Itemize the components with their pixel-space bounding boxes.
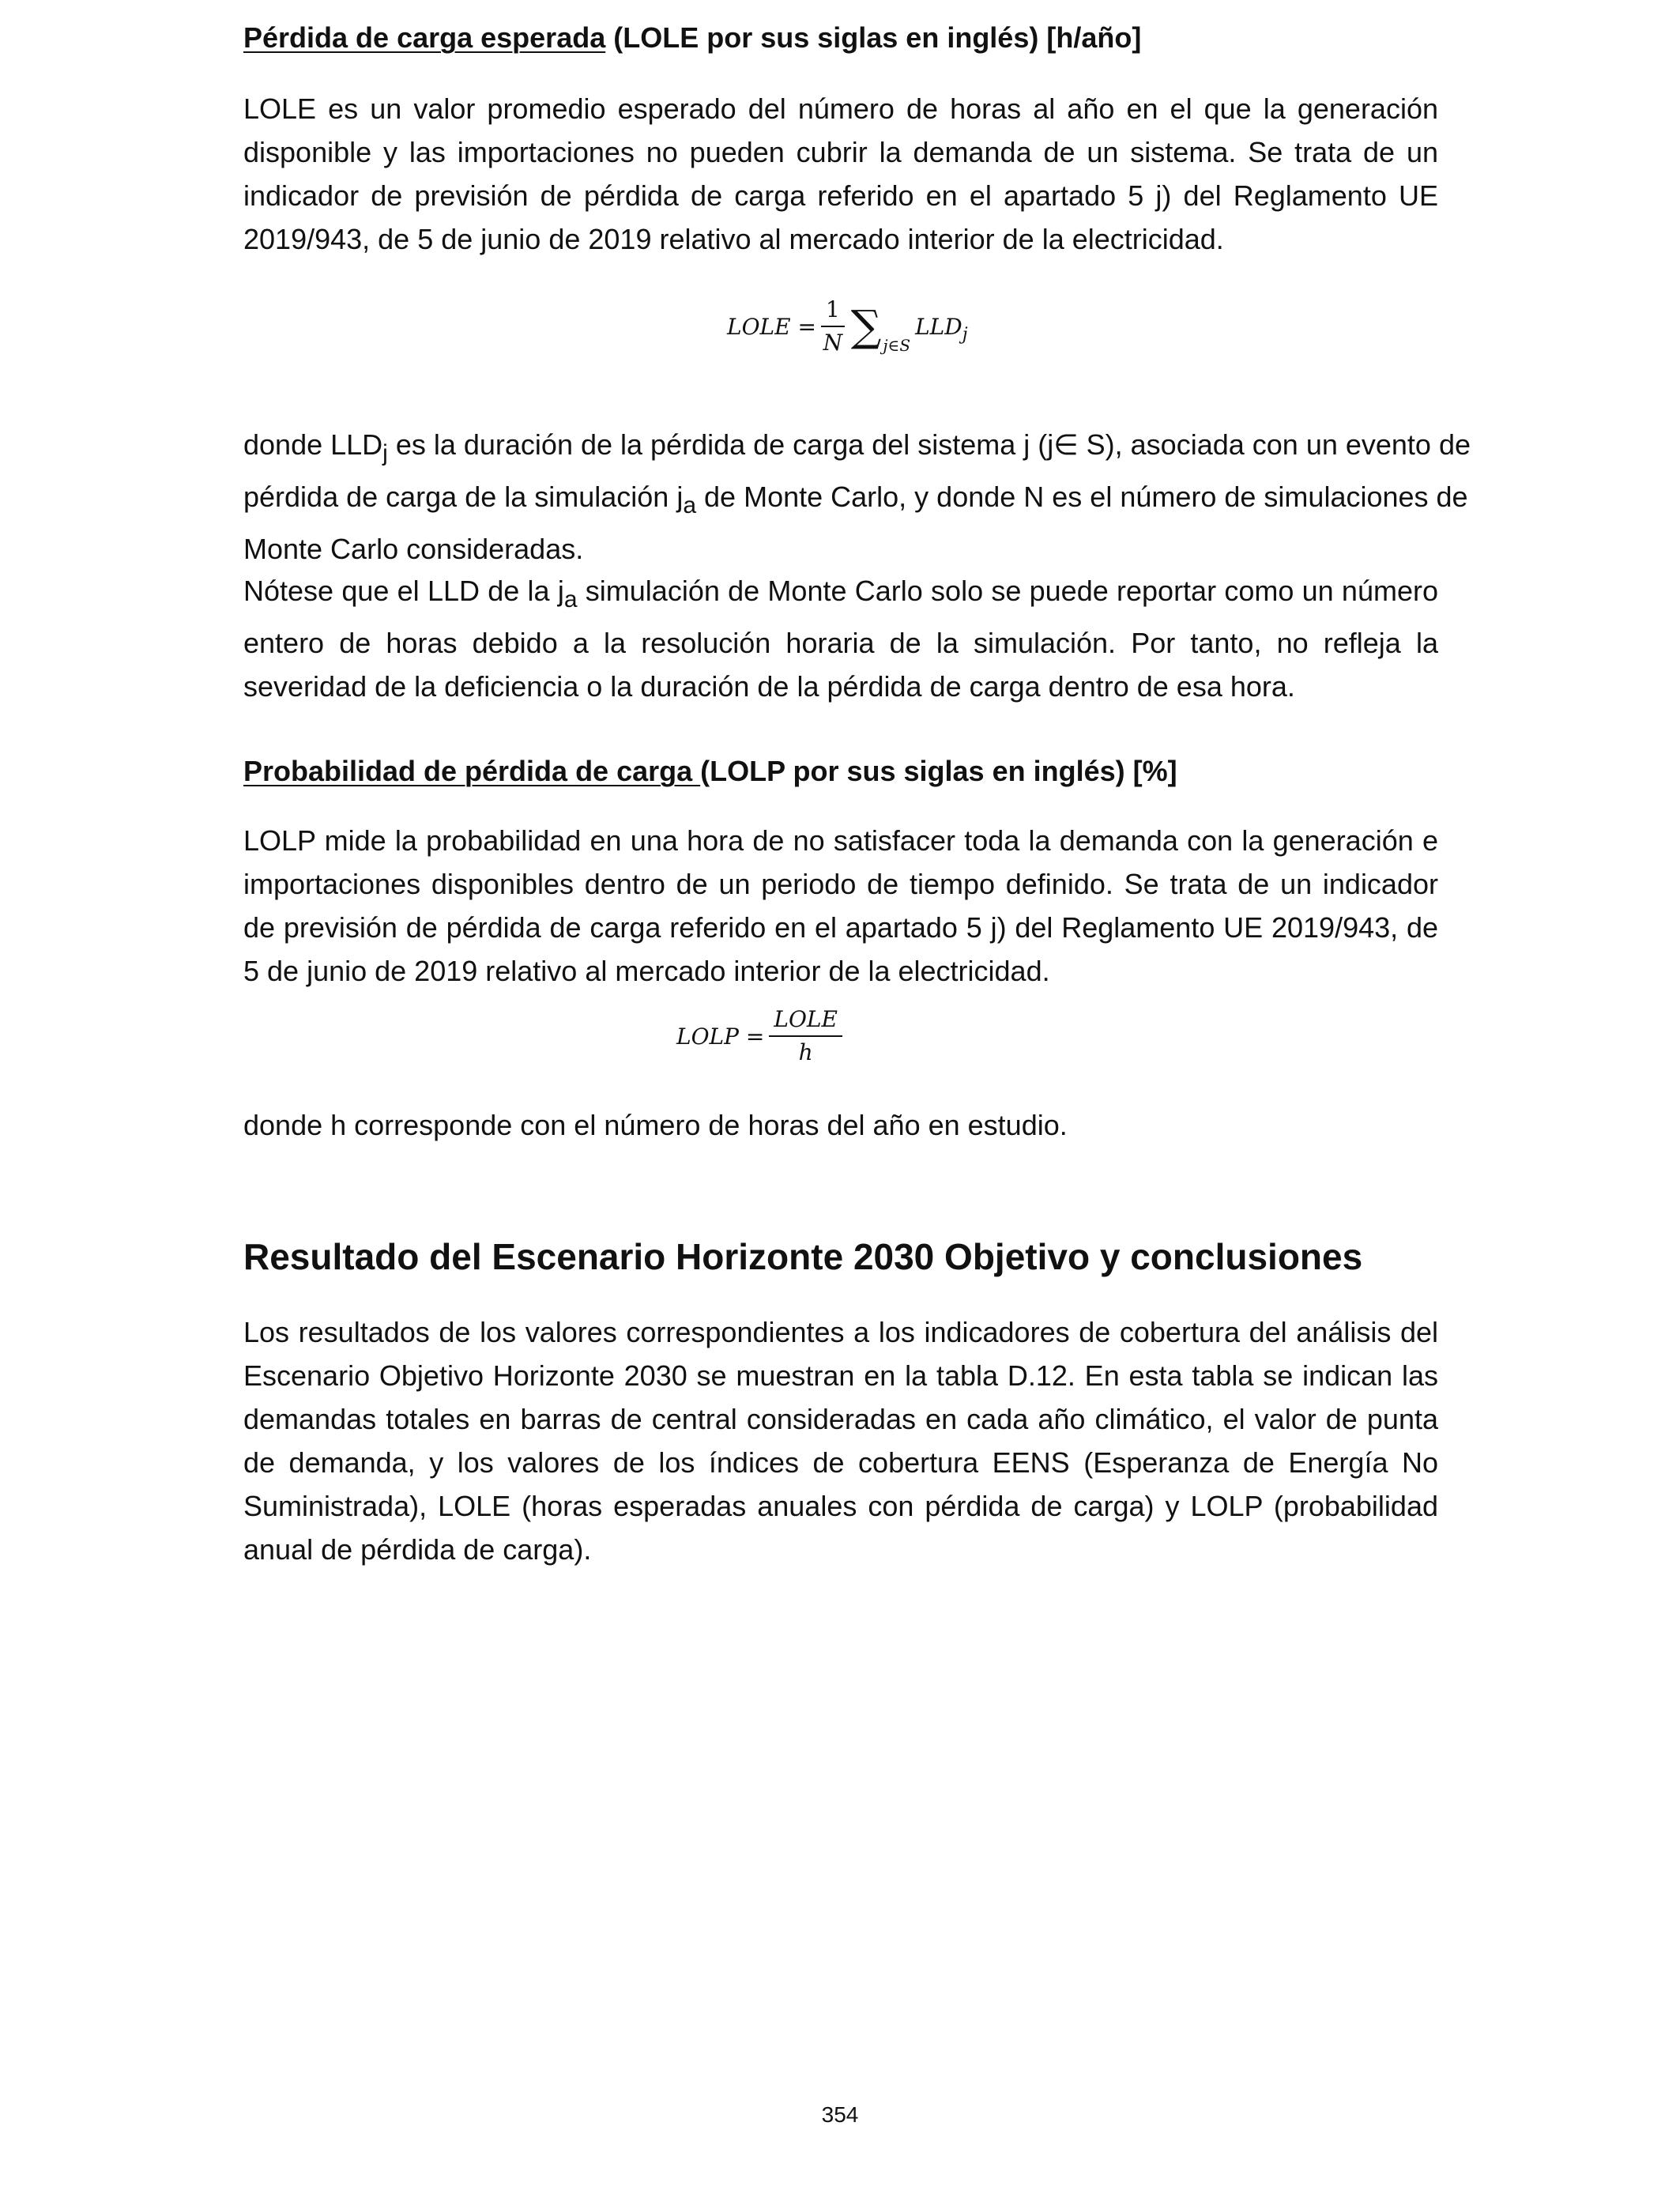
- lole-heading-rest: (LOLE por sus siglas en inglés) [h/año]: [605, 21, 1142, 54]
- lole-formula-term-subscript: j: [962, 324, 968, 345]
- lolp-formula-denominator: h: [798, 1039, 813, 1065]
- lld-subscript-j: j: [382, 440, 388, 467]
- lole-heading: [243, 19, 1141, 57]
- lole-heading-underlined: Pérdida de carga esperada: [243, 21, 606, 54]
- lolp-formula-lhs: LOLP =: [676, 1023, 765, 1050]
- lld-note-paragraph: [243, 569, 1438, 708]
- note-subscript-a: a: [563, 586, 578, 613]
- lolp-formula-fraction: [769, 1004, 842, 1069]
- lole-formula-fraction: [821, 294, 845, 359]
- lolp-formula: [676, 1004, 847, 1069]
- section-title: Resultado del Escenario Horizonte 2030 Objetivo y conclusiones: [243, 1236, 1363, 1277]
- lolp-formula-numerator: LOLE: [769, 1004, 842, 1037]
- lole-formula-term: LLD: [915, 313, 962, 340]
- lole-formula-lhs: LOLE =: [727, 313, 816, 340]
- note-text-a: Nótese que el LLD de la j: [243, 575, 564, 607]
- lole-formula-denominator: N: [823, 330, 843, 356]
- lolp-definition-paragraph: LOLP mide la probabilidad en una hora de no satisfacer toda la demanda con la generación e importaciones disponibles dentro de un periodo de tiempo definido. Se trata de un indicador de previsión de pérdida de carga referido en el apartado 5 j) del Reglamento UE 2019/943, de 5 de junio de 2019 relativo al mercado interior de la electricidad.: [243, 824, 1438, 987]
- lolp-heading: [243, 752, 1177, 790]
- lole-formula-numerator: 1: [821, 294, 845, 327]
- note-text-b: simulación de Monte Carlo solo se puede reportar como un número entero de horas debido a la resolución horaria de la simulación. Por tanto, no refleja la severidad de la deficiencia o la duración de la pérdida de carga dentro de esa hora.: [243, 575, 1438, 703]
- simulation-subscript-a: a: [683, 492, 697, 519]
- results-paragraph: Los resultados de los valores correspondientes a los indicadores de cobertura del análisis del Escenario Objetivo Horizonte 2030 se muestran en la tabla D.12. En esta tabla se indican las demandas totales en barras de central consideradas en cada año climático, el valor de punta de demanda, y los valores de los índices de cobertura EENS (Esperanza de Energía No Suministrada), LOLE (horas esperadas anuales con pérdida de carga) y LOLP (probabilidad anual de pérdida de carga).: [243, 1316, 1438, 1566]
- lolp-where-paragraph: donde h corresponde con el número de horas del año en estudio.: [243, 1109, 1068, 1141]
- lolp-heading-underlined: Probabilidad de pérdida de carga: [243, 755, 701, 787]
- sum-index: j∈S: [883, 336, 911, 355]
- lld-text-c: de Monte Carlo, y donde N es el número de simulaciones de Monte Carlo consideradas.: [243, 481, 1468, 566]
- page-number: 354: [821, 2102, 859, 2127]
- lole-formula: [727, 294, 968, 359]
- lld-explanation-paragraph: [243, 423, 1476, 571]
- lld-text-b: es la duración de la pérdida de carga del sistema j (j∈ S), asociada con un evento de pérdida de carga de la simulación j: [243, 428, 1471, 514]
- sum-symbol: ∑: [850, 301, 882, 351]
- lole-definition-paragraph: LOLE es un valor promedio esperado del número de horas al año en el que la generación disponible y las importaciones no pueden cubrir la demanda de un sistema. Se trata de un indicador de previsión de pérdida de carga referido en el apartado 5 j) del Reglamento UE 2019/943, de 5 de junio de 2019 relativo al mercado interior de la electricidad.: [243, 92, 1438, 255]
- lld-text-a: donde LLD: [243, 428, 383, 461]
- lolp-heading-rest: (LOLP por sus siglas en inglés) [%]: [700, 755, 1177, 787]
